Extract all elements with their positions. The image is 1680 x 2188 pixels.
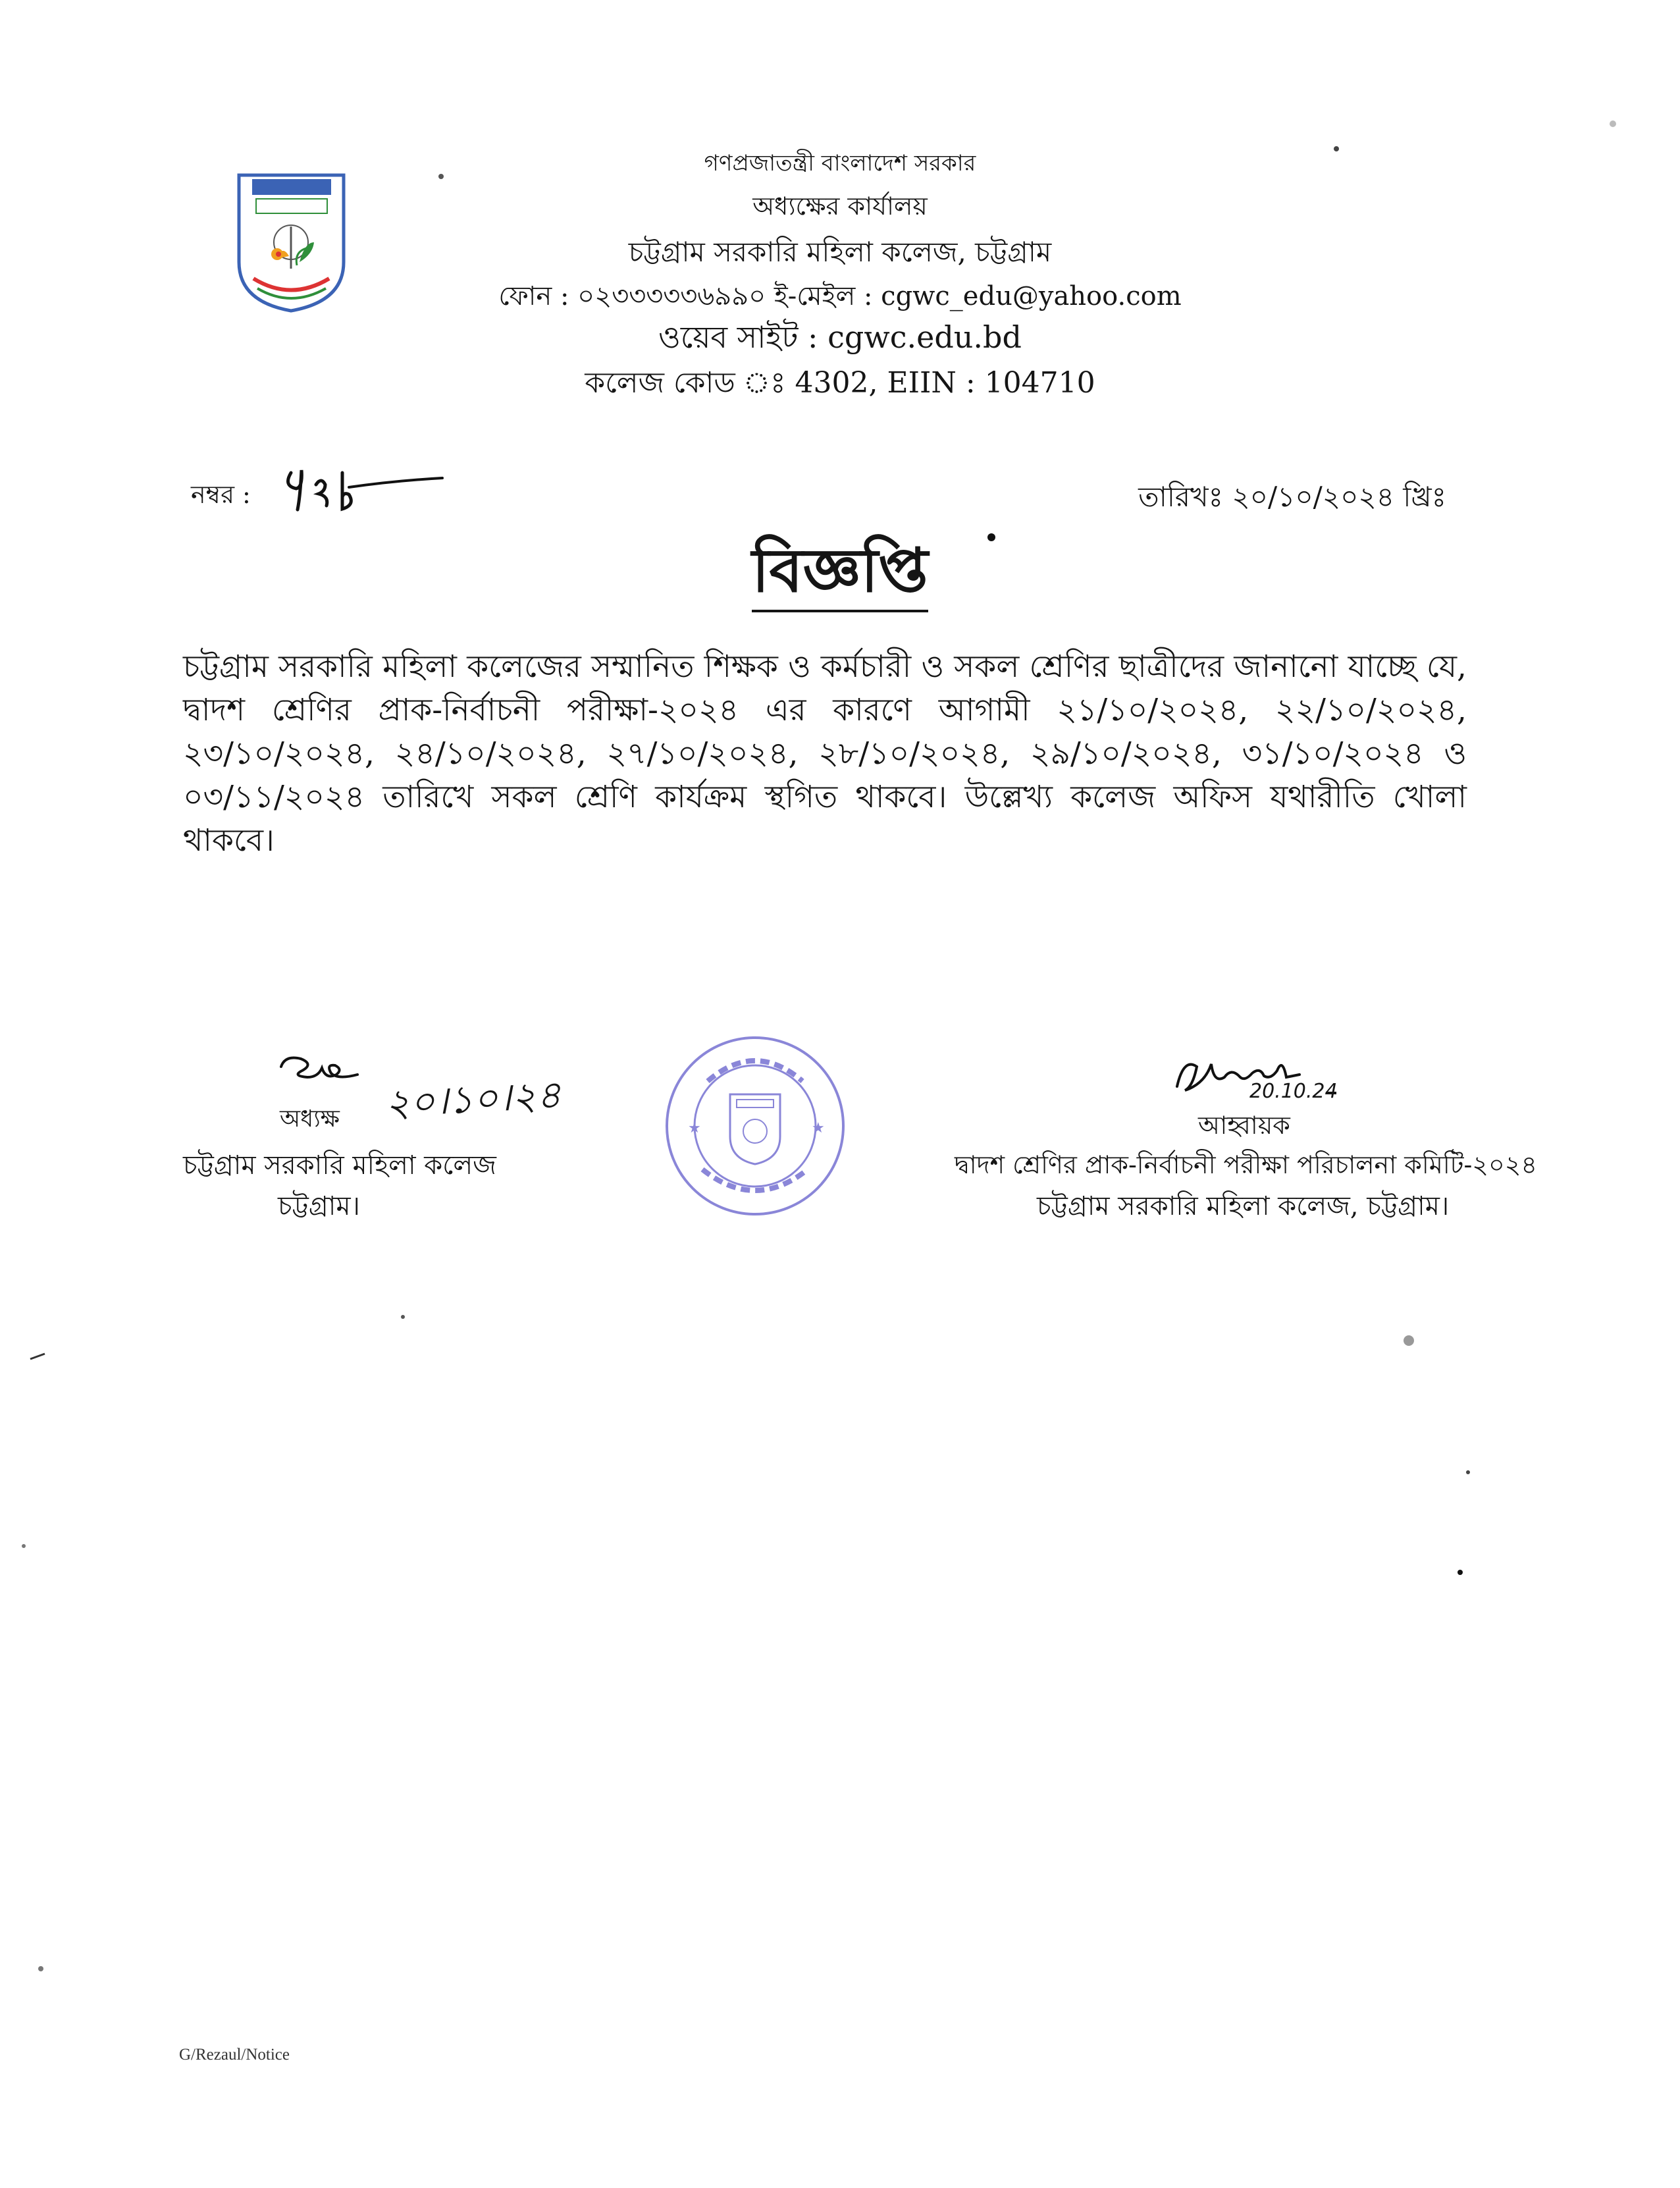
principal-city: চট্টগ্রাম।: [278, 1191, 360, 1221]
convener-college: চট্টগ্রাম সরকারি মহিলা কলেজ, চট্টগ্রাম।: [1037, 1191, 1450, 1221]
header-contact: ফোন : ০২৩৩৩৩৩৬৯৯০ ই-মেইল : cgwc_edu@yahoo.com: [498, 281, 1182, 311]
convener-handwritten-date: 20.10.24: [1249, 1080, 1338, 1103]
header-website: ওয়েব সাইট : cgwc.edu.bd: [658, 319, 1022, 355]
notice-title-text: বিজ্ঞপ্তি: [752, 535, 928, 612]
convener-committee: দ্বাদশ শ্রেণির প্রাক-নির্বাচনী পরীক্ষা পরিচালনা কমিটি-২০২৪: [955, 1150, 1538, 1179]
date-label: তারিখঃ: [1138, 481, 1223, 513]
convener-designation: আহ্বায়ক: [1198, 1111, 1290, 1140]
date-value: ২০/১০/২০২৪ খ্রিঃ: [1232, 481, 1446, 513]
header-codes: কলেজ কোড ঃ 4302, EIIN : 104710: [585, 366, 1095, 400]
memo-number-label: নম্বর :: [191, 480, 251, 509]
principal-designation: অধ্যক্ষ: [280, 1106, 340, 1133]
svg-text:★: ★: [812, 1120, 825, 1136]
footer-reference: G/Rezaul/Notice: [179, 2046, 290, 2064]
principal-college: চট্টগ্রাম সরকারি মহিলা কলেজ: [183, 1150, 496, 1181]
principal-handwritten-date: ২০।১০।২৪: [384, 1072, 562, 1126]
header-office: অধ্যক্ষের কার্যালয়: [752, 192, 928, 221]
notice-body: চট্টগ্রাম সরকারি মহিলা কলেজের সম্মানিত শিক্ষক ও কর্মচারী ও সকল শ্রেণির ছাত্রীদের জানানো যাচ্ছে যে, দ্বাদশ শ্রেণির প্রাক-নির্বাচনী পরীক্ষা-২০২৪ এর কারণে আগামী ২১/১০/২০২৪, ২২/১০/২০২৪, ২৩/১০/২০২৪, ২৪/১০/২০২৪, ২৭/১০/২০২৪, ২৮/১০/২০২৪, ২৯/১০/২০২৪, ৩১/১০/২০২৪ ও ০৩/১১/২০২৪ তারিখে সকল শ্রেণি কার্যক্রম স্থগিত থাকবে। উল্লেখ্য কলেজ অফিস যথারীতি খোলা থাকবে।: [183, 649, 1467, 859]
header-government: গণপ্রজাতন্ত্রী বাংলাদেশ সরকার: [704, 150, 976, 176]
header-college: চট্টগ্রাম সরকারি মহিলা কলেজ, চট্টগ্রাম: [628, 236, 1052, 268]
svg-text:★: ★: [688, 1120, 701, 1136]
